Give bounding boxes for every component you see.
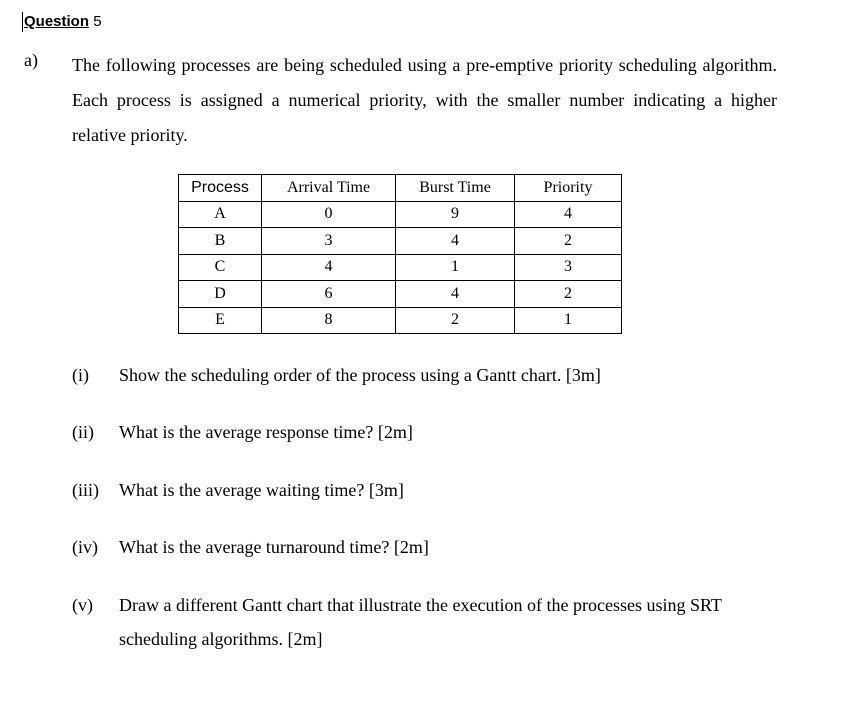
question-heading — [24, 12, 102, 32]
table-row — [179, 254, 622, 281]
header-arrival-time: Arrival Time — [262, 175, 396, 202]
cell-burst: 1 — [396, 254, 515, 281]
header-process: Process — [179, 175, 262, 202]
cell-process: C — [179, 254, 262, 281]
question-number: 5 — [93, 13, 102, 30]
process-table — [178, 174, 622, 334]
table-row — [179, 281, 622, 308]
table-row — [179, 307, 622, 334]
subquestion-iv — [72, 532, 429, 562]
subquestion-i — [72, 360, 601, 390]
cell-priority: 3 — [515, 254, 622, 281]
text-cursor — [22, 12, 23, 32]
subquestion-number: (iii) — [72, 480, 99, 500]
cell-priority: 1 — [515, 307, 622, 334]
cell-process: B — [179, 228, 262, 255]
cell-priority: 4 — [515, 201, 622, 228]
subquestion-text: What is the average response time? [2m] — [119, 422, 413, 442]
cell-priority: 2 — [515, 281, 622, 308]
question-intro: The following processes are being scheduled using a pre-emptive priority scheduling algorithm. Each process is assigned a numerical priority, with the smaller number indicating a higher relative priority. — [72, 55, 777, 145]
subquestion-text: What is the average turnaround time? [2m] — [119, 537, 429, 557]
part-label: a) — [24, 50, 38, 70]
cell-burst: 4 — [396, 228, 515, 255]
table-row — [179, 201, 622, 228]
question-heading-label: Question — [24, 13, 90, 30]
subquestion-text: Show the scheduling order of the process using a Gantt chart. [3m] — [119, 365, 601, 385]
subquestion-text: Draw a different Gantt chart that illustrate the execution of the processes using SRT scheduling algorithms. [2m] — [119, 595, 722, 649]
table-header-row — [179, 175, 622, 202]
subquestion-number: (iv) — [72, 537, 98, 557]
cell-arrival: 0 — [262, 201, 396, 228]
cell-arrival: 3 — [262, 228, 396, 255]
table-row — [179, 228, 622, 255]
subquestion-iii — [72, 475, 404, 505]
cell-burst: 9 — [396, 201, 515, 228]
subquestion-number: (i) — [72, 365, 89, 385]
subquestion-number: (ii) — [72, 422, 94, 442]
subquestion-text: What is the average waiting time? [3m] — [119, 480, 404, 500]
cell-priority: 2 — [515, 228, 622, 255]
header-burst-time: Burst Time — [396, 175, 515, 202]
cell-arrival: 6 — [262, 281, 396, 308]
cell-process: A — [179, 201, 262, 228]
cell-process: D — [179, 281, 262, 308]
subquestion-ii — [72, 417, 413, 447]
cell-process: E — [179, 307, 262, 334]
cell-burst: 2 — [396, 307, 515, 334]
cell-burst: 4 — [396, 281, 515, 308]
header-priority: Priority — [515, 175, 622, 202]
subquestion-number: (v) — [72, 595, 93, 615]
cell-arrival: 4 — [262, 254, 396, 281]
cell-arrival: 8 — [262, 307, 396, 334]
